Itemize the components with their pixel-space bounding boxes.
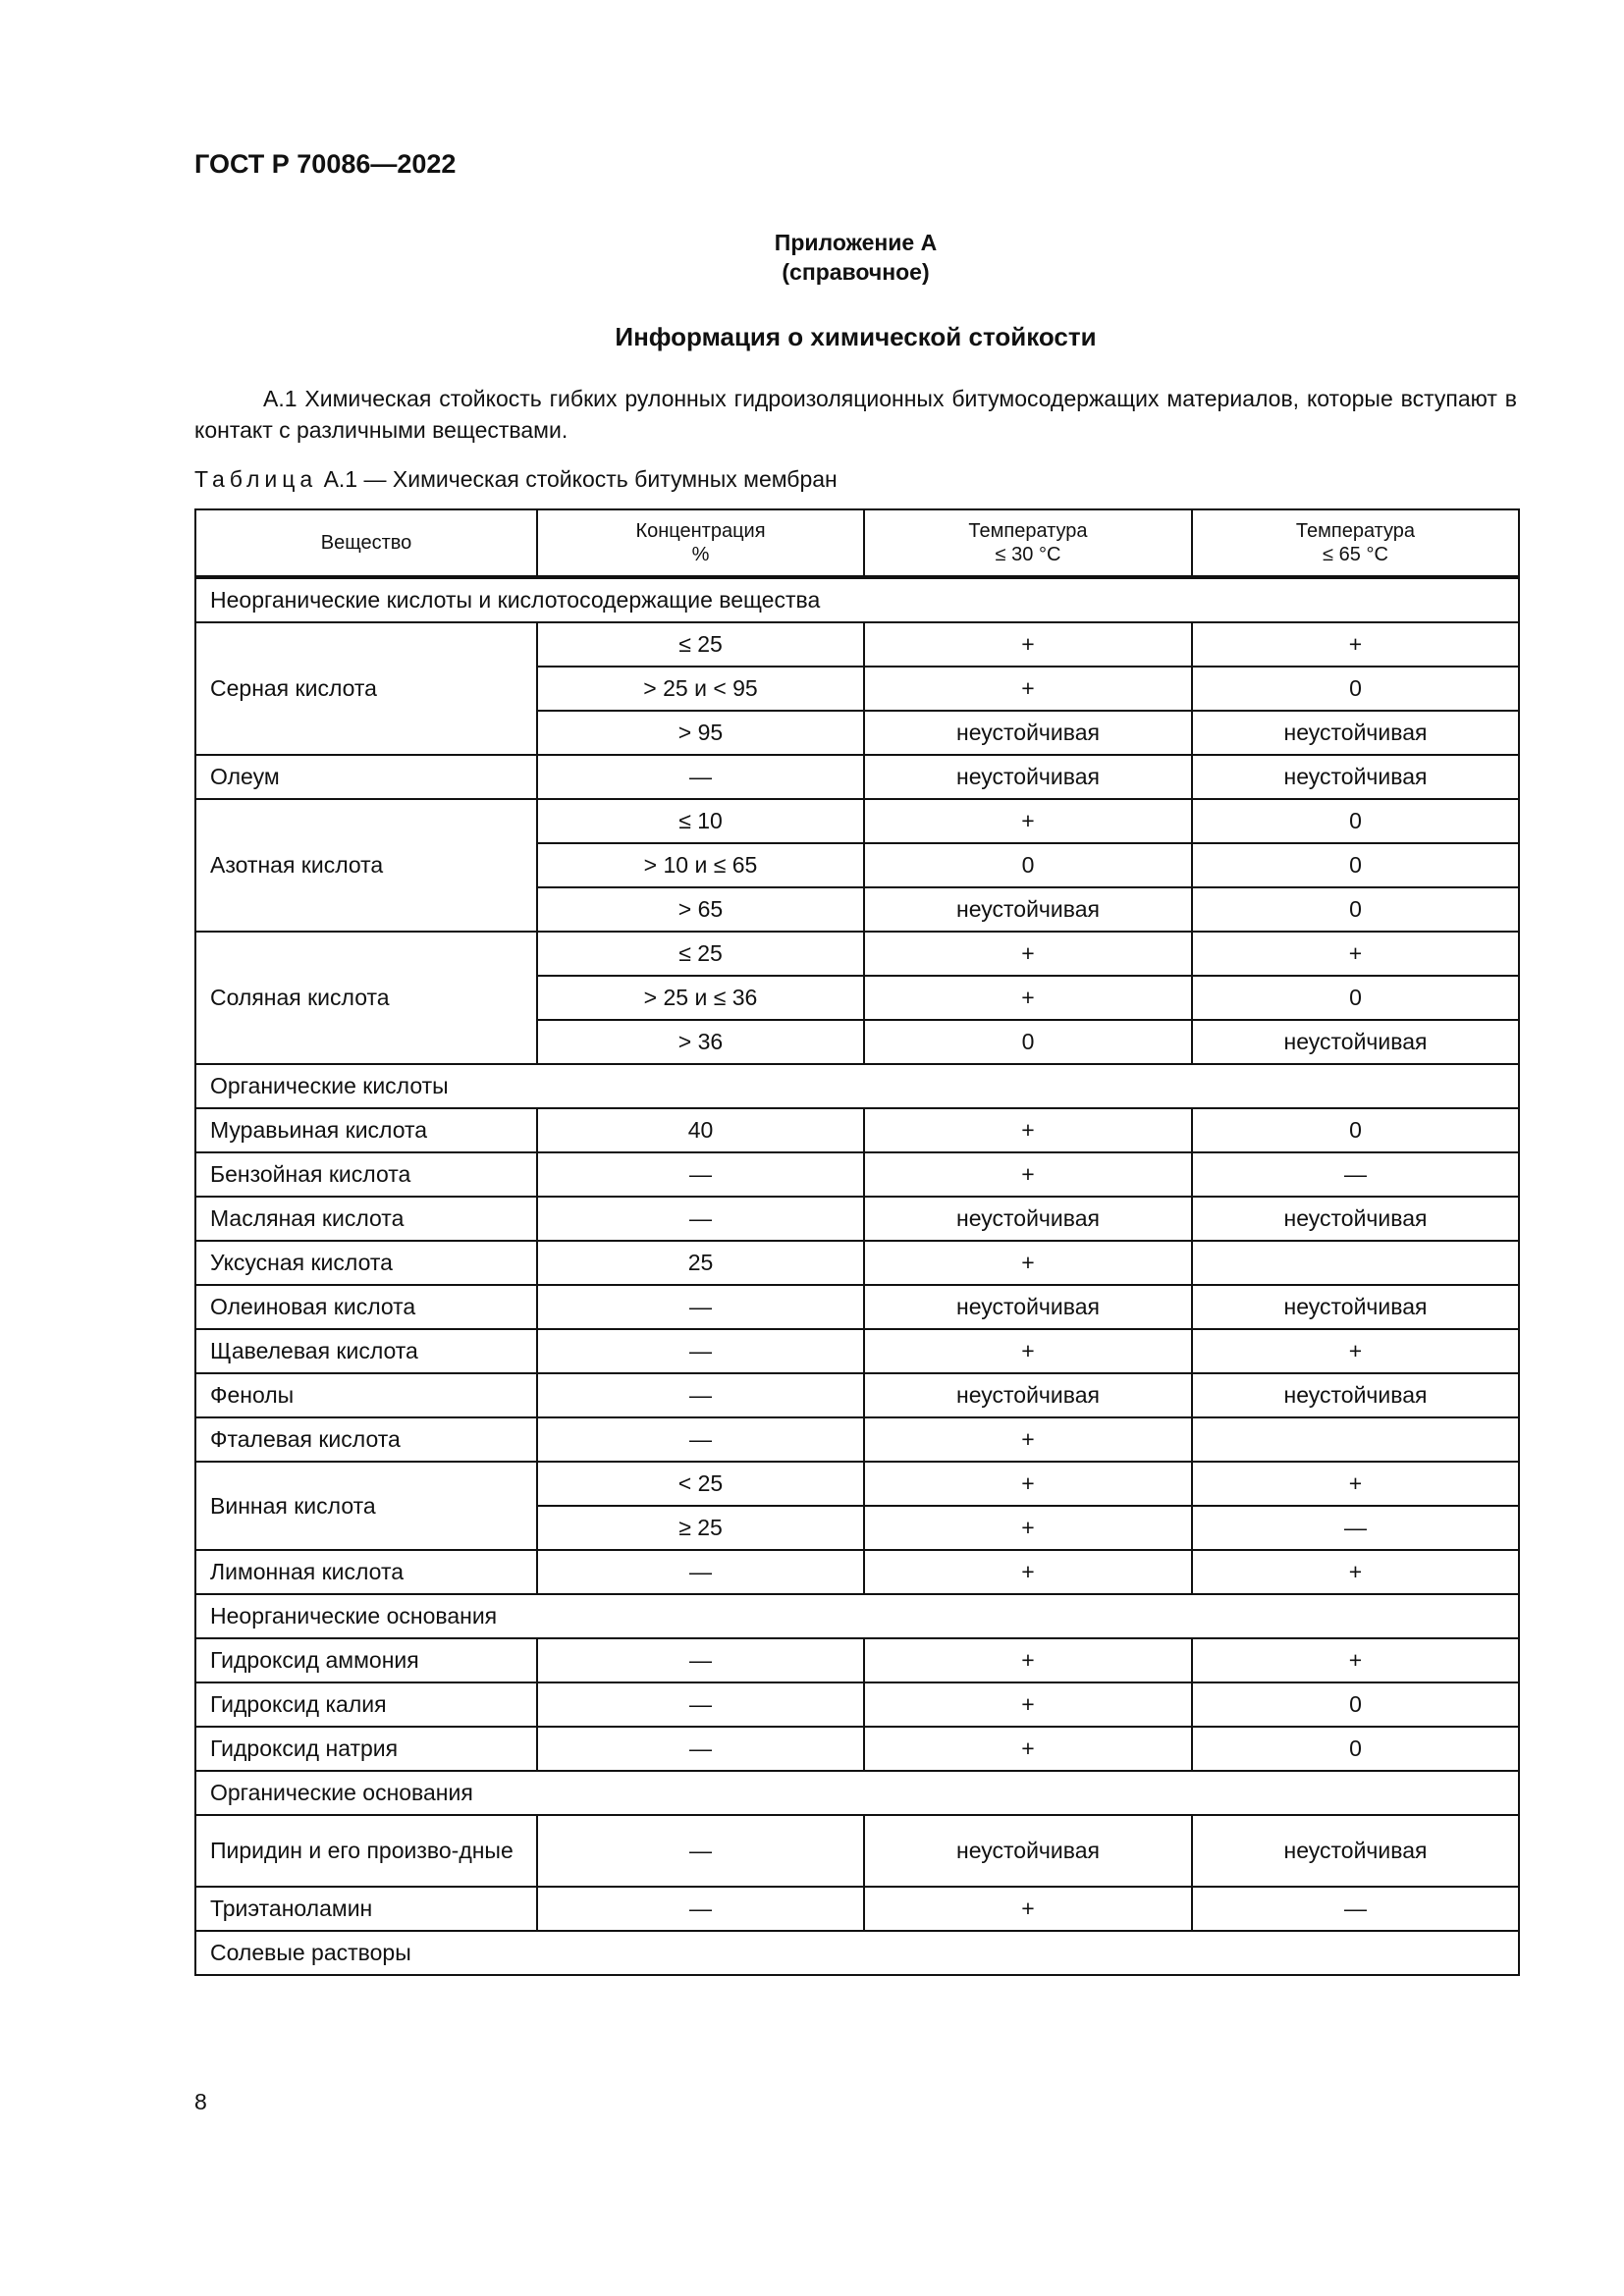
concentration-cell: —	[537, 1682, 864, 1727]
temp-65-cell: неустойчивая	[1192, 1815, 1519, 1887]
temp-30-cell: неустойчивая	[864, 755, 1192, 799]
temp-65-cell: 0	[1192, 799, 1519, 843]
concentration-cell: < 25	[537, 1462, 864, 1506]
group-title: Неорганические кислоты и кислотосодержащие вещества	[195, 577, 1519, 622]
concentration-cell: —	[537, 1373, 864, 1417]
temp-30-cell: неустойчивая	[864, 1373, 1192, 1417]
temp-65-cell	[1192, 1417, 1519, 1462]
table-row	[195, 1197, 1519, 1241]
concentration-cell: > 10 и ≤ 65	[537, 843, 864, 887]
section-title: Информация о химической стойкости	[615, 322, 1097, 351]
temp-30-cell: +	[864, 1462, 1192, 1506]
concentration-cell: —	[537, 1550, 864, 1594]
page-number: 8	[194, 2089, 207, 2114]
temp-30-cell: неустойчивая	[864, 1197, 1192, 1241]
concentration-cell: —	[537, 1887, 864, 1931]
header-temp-30-value: ≤ 30 °С	[995, 544, 1061, 565]
temp-65-cell: +	[1192, 1462, 1519, 1506]
temp-30-cell: +	[864, 799, 1192, 843]
table-row	[195, 1682, 1519, 1727]
table-row	[195, 1550, 1519, 1594]
temp-65-cell	[1192, 1241, 1519, 1285]
group-row	[195, 1771, 1519, 1815]
concentration-cell: > 65	[537, 887, 864, 932]
temp-30-cell: неустойчивая	[864, 711, 1192, 755]
concentration-cell: ≤ 10	[537, 799, 864, 843]
substance-name: Фенолы	[195, 1373, 537, 1417]
table-row	[195, 1815, 1519, 1887]
header-temp-65	[1192, 509, 1519, 577]
temp-65-cell: 0	[1192, 667, 1519, 711]
substance-name: Винная кислота	[195, 1462, 537, 1550]
table-row	[195, 1887, 1519, 1931]
concentration-cell: > 95	[537, 711, 864, 755]
intro-paragraph: А.1 Химическая стойкость гибких рулонных гидроизоляционных битумосодержащих материалов, которые вступают в контакт с различными веществами.	[194, 386, 1517, 443]
group-title: Органические основания	[195, 1771, 1519, 1815]
temp-65-cell: +	[1192, 1329, 1519, 1373]
table-row	[195, 1638, 1519, 1682]
temp-65-cell: 0	[1192, 1682, 1519, 1727]
substance-name: Гидроксид аммония	[195, 1638, 537, 1682]
concentration-cell: 40	[537, 1108, 864, 1152]
concentration-cell: > 25 и ≤ 36	[537, 976, 864, 1020]
table-row	[195, 1727, 1519, 1771]
table-row	[195, 1152, 1519, 1197]
temp-65-cell: +	[1192, 932, 1519, 976]
group-title: Солевые растворы	[195, 1931, 1519, 1975]
table-row	[195, 1373, 1519, 1417]
header-temp-30-label: Температура	[968, 520, 1088, 542]
temp-30-cell: +	[864, 1506, 1192, 1550]
substance-name: Гидроксид калия	[195, 1682, 537, 1727]
table-row	[195, 932, 1519, 976]
appendix-title: Приложение А	[774, 230, 938, 255]
temp-30-cell: неустойчивая	[864, 887, 1192, 932]
temp-65-cell: —	[1192, 1506, 1519, 1550]
table-row	[195, 1108, 1519, 1152]
table-row	[195, 1417, 1519, 1462]
substance-name: Пиридин и его произво-дные	[195, 1815, 537, 1887]
concentration-cell: > 36	[537, 1020, 864, 1064]
temp-65-cell: 0	[1192, 976, 1519, 1020]
temp-65-cell: неустойчивая	[1192, 1285, 1519, 1329]
substance-name: Лимонная кислота	[195, 1550, 537, 1594]
temp-30-cell: +	[864, 1638, 1192, 1682]
temp-30-cell: 0	[864, 843, 1192, 887]
temp-30-cell: +	[864, 1417, 1192, 1462]
concentration-cell: 25	[537, 1241, 864, 1285]
appendix-subtitle: (справочное)	[782, 259, 930, 285]
temp-30-cell: +	[864, 1727, 1192, 1771]
table-row	[195, 1285, 1519, 1329]
header-temp-65-value: ≤ 65 °С	[1323, 544, 1388, 565]
table-body	[195, 577, 1519, 1975]
table-row	[195, 755, 1519, 799]
header-temp-65-label: Температура	[1295, 520, 1416, 542]
table-row	[195, 1241, 1519, 1285]
temp-30-cell: +	[864, 667, 1192, 711]
substance-name: Бензойная кислота	[195, 1152, 537, 1197]
standard-code: ГОСТ Р 70086—2022	[194, 149, 457, 179]
concentration-cell: —	[537, 1152, 864, 1197]
temp-30-cell: +	[864, 1108, 1192, 1152]
temp-65-cell: 0	[1192, 1727, 1519, 1771]
table-header-row	[195, 509, 1519, 577]
group-row	[195, 1931, 1519, 1975]
group-row	[195, 1594, 1519, 1638]
temp-65-cell: —	[1192, 1152, 1519, 1197]
header-substance	[195, 509, 537, 577]
table-caption-text: А.1 — Химическая стойкость битумных мембран	[317, 466, 838, 492]
substance-name: Олеум	[195, 755, 537, 799]
temp-30-cell: +	[864, 932, 1192, 976]
temp-65-cell: 0	[1192, 887, 1519, 932]
temp-65-cell: —	[1192, 1887, 1519, 1931]
concentration-cell: —	[537, 1417, 864, 1462]
temp-30-cell: +	[864, 1682, 1192, 1727]
substance-name: Соляная кислота	[195, 932, 537, 1064]
temp-65-cell: 0	[1192, 843, 1519, 887]
temp-30-cell: неустойчивая	[864, 1285, 1192, 1329]
concentration-cell: —	[537, 1638, 864, 1682]
header-concentration-unit: %	[691, 544, 710, 565]
concentration-cell: —	[537, 1285, 864, 1329]
table-row	[195, 622, 1519, 667]
temp-65-cell: неустойчивая	[1192, 1373, 1519, 1417]
table-row	[195, 1462, 1519, 1506]
temp-65-cell: неустойчивая	[1192, 755, 1519, 799]
temp-65-cell: +	[1192, 1638, 1519, 1682]
substance-name: Триэтаноламин	[195, 1887, 537, 1931]
concentration-cell: > 25 и < 95	[537, 667, 864, 711]
temp-30-cell: +	[864, 1241, 1192, 1285]
table-row	[195, 799, 1519, 843]
substance-name: Фталевая кислота	[195, 1417, 537, 1462]
substance-name: Щавелевая кислота	[195, 1329, 537, 1373]
table-caption-label: Таблица	[194, 466, 318, 492]
temp-65-cell: 0	[1192, 1108, 1519, 1152]
temp-30-cell: +	[864, 1550, 1192, 1594]
group-title: Неорганические основания	[195, 1594, 1519, 1638]
concentration-cell: ≤ 25	[537, 622, 864, 667]
concentration-cell: ≤ 25	[537, 932, 864, 976]
substance-name: Серная кислота	[195, 622, 537, 755]
temp-65-cell: неустойчивая	[1192, 1020, 1519, 1064]
substance-name: Гидроксид натрия	[195, 1727, 537, 1771]
temp-65-cell: +	[1192, 1550, 1519, 1594]
table-caption	[194, 466, 838, 493]
substance-name: Муравьиная кислота	[195, 1108, 537, 1152]
concentration-cell: —	[537, 1815, 864, 1887]
header-temp-30	[864, 509, 1192, 577]
group-row	[195, 577, 1519, 622]
temp-30-cell: +	[864, 1887, 1192, 1931]
header-substance-label: Вещество	[320, 532, 412, 554]
substance-name: Масляная кислота	[195, 1197, 537, 1241]
concentration-cell: —	[537, 1727, 864, 1771]
temp-65-cell: неустойчивая	[1192, 1197, 1519, 1241]
substance-name: Азотная кислота	[195, 799, 537, 932]
temp-30-cell: неустойчивая	[864, 1815, 1192, 1887]
temp-30-cell: +	[864, 1152, 1192, 1197]
temp-30-cell: +	[864, 1329, 1192, 1373]
concentration-cell: —	[537, 755, 864, 799]
temp-65-cell: неустойчивая	[1192, 711, 1519, 755]
substance-name: Олеиновая кислота	[195, 1285, 537, 1329]
temp-65-cell: +	[1192, 622, 1519, 667]
temp-30-cell: +	[864, 622, 1192, 667]
header-concentration-label: Концентрация	[635, 520, 766, 542]
header-concentration	[537, 509, 864, 577]
table-row	[195, 1329, 1519, 1373]
concentration-cell: —	[537, 1197, 864, 1241]
concentration-cell: —	[537, 1329, 864, 1373]
group-title: Органические кислоты	[195, 1064, 1519, 1108]
temp-30-cell: +	[864, 976, 1192, 1020]
concentration-cell: ≥ 25	[537, 1506, 864, 1550]
substance-name: Уксусная кислота	[195, 1241, 537, 1285]
chemical-resistance-table	[194, 508, 1520, 1976]
temp-30-cell: 0	[864, 1020, 1192, 1064]
group-row	[195, 1064, 1519, 1108]
